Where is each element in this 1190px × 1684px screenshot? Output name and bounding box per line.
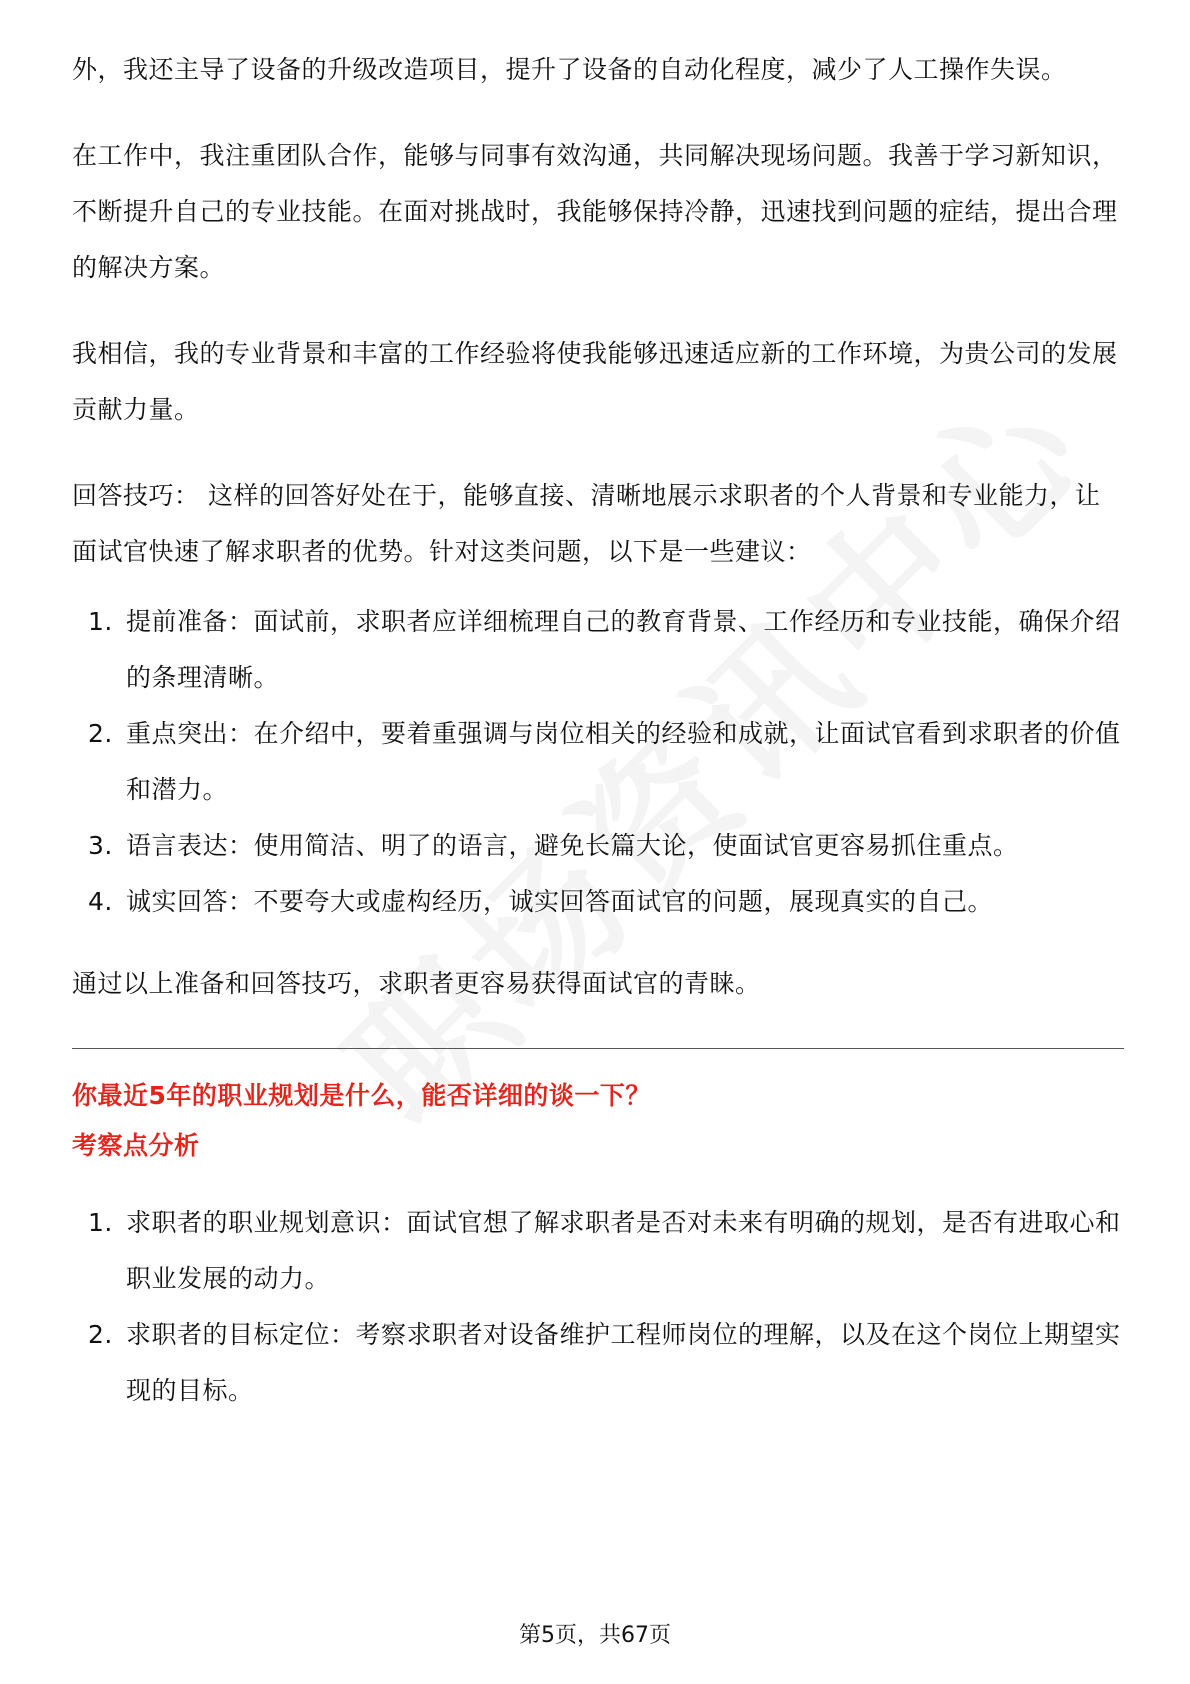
list-item <box>72 594 1124 706</box>
paragraph-answer-tips: 回答技巧： 这样的回答好处在于，能够直接、清晰地展示求职者的个人背景和专业能力，让面试官快速了解求职者的优势。针对这类问题，以下是一些建议： <box>72 481 1101 566</box>
page-footer: 第5页，共67页 <box>519 1623 671 1648</box>
list-number: 1. <box>88 607 113 636</box>
paragraph-closing: 通过以上准备和回答技巧，求职者更容易获得面试官的青睐。 <box>72 969 761 998</box>
list-item <box>72 818 1124 874</box>
tips-list <box>72 594 1124 930</box>
list-number: 2. <box>88 1320 113 1349</box>
paragraph-teamwork: 在工作中，我注重团队合作，能够与同事有效沟通，共同解决现场问题。我善于学习新知识，不断提升自己的专业技能。在面对挑战时，我能够保持冷静，迅速找到问题的症结，提出合理的解决方案。 <box>72 141 1118 282</box>
page-content <box>72 42 1124 1445</box>
analysis-heading: 考察点分析 <box>72 1131 200 1160</box>
paragraph-intro-continuation: 外，我还主导了设备的升级改造项目，提升了设备的自动化程度，减少了人工操作失误。 <box>72 55 1067 84</box>
list-item <box>72 1195 1124 1307</box>
analysis-points-list <box>72 1195 1124 1419</box>
list-number: 1. <box>88 1208 113 1237</box>
list-number: 4. <box>88 887 113 916</box>
list-text: 提前准备：面试前，求职者应详细梳理自己的教育背景、工作经历和专业技能，确保介绍的条理清晰。 <box>126 607 1121 692</box>
list-number: 2. <box>88 719 113 748</box>
list-item <box>72 706 1124 818</box>
question-title: 你最近5年的职业规划是什么，能否详细的谈一下？ <box>72 1081 651 1110</box>
section-divider <box>72 1048 1124 1049</box>
paragraph-belief: 我相信，我的专业背景和丰富的工作经验将使我能够迅速适应新的工作环境，为贵公司的发展贡献力量。 <box>72 339 1118 424</box>
list-text: 诚实回答：不要夸大或虚构经历，诚实回答面试官的问题，展现真实的自己。 <box>126 887 994 916</box>
list-text: 求职者的职业规划意识：面试官想了解求职者是否对未来有明确的规划，是否有进取心和职业发展的动力。 <box>126 1208 1121 1293</box>
list-item <box>72 874 1124 930</box>
list-item <box>72 1307 1124 1419</box>
list-text: 求职者的目标定位：考察求职者对设备维护工程师岗位的理解，以及在这个岗位上期望实现的目标。 <box>126 1320 1121 1405</box>
list-text: 语言表达：使用简洁、明了的语言，避免长篇大论，使面试官更容易抓住重点。 <box>126 831 1019 860</box>
list-number: 3. <box>88 831 113 860</box>
list-text: 重点突出：在介绍中，要着重强调与岗位相关的经验和成就，让面试官看到求职者的价值和潜力。 <box>126 719 1121 804</box>
